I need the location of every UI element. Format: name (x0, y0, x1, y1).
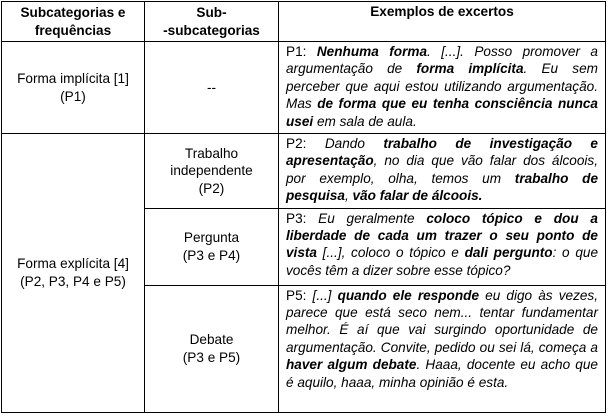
excerpts-table-wrapper (1, 1, 606, 413)
excerpt-emphasis: de forma que eu tenha consciência nunca usei (286, 96, 598, 129)
subcategory-cell (145, 134, 279, 209)
category-participants: (P1) (60, 88, 86, 104)
excerpt-segment: P5: (286, 287, 313, 303)
header-subcategories-frequencies (2, 2, 145, 42)
subcategory-cell (145, 285, 279, 412)
excerpt-cell (279, 134, 606, 209)
subcategory-participants: (P3 e P4) (182, 247, 241, 263)
excerpt-segment: Eu geralmente (318, 210, 427, 226)
excerpt-segment: [...], coloco o tópico e (316, 245, 465, 261)
excerpt-cell (279, 285, 606, 412)
excerpt-emphasis: coloco tópico e dou a liberdade de cada um trazer o seu ponto de vista (286, 210, 598, 261)
subcategory-label-line2: independente (170, 163, 253, 179)
table-row (2, 42, 606, 134)
excerpt-emphasis: trabalho de pesquisa (286, 170, 599, 204)
subcategory-label-line1: Trabalho (184, 145, 239, 161)
excerpt-emphasis: forma implícita (416, 61, 524, 77)
header-col3-label: Exemplos de excertos (370, 4, 514, 19)
excerpt-text (286, 287, 598, 391)
excerpt-segment: P1: (286, 44, 317, 59)
subcategory-cell (145, 208, 279, 285)
excerpt-segment: [...] (312, 287, 338, 303)
category-participants: (P2, P3, P4 e P5) (20, 273, 126, 289)
excerpt-segment: . Eu sem perceber que aqui estou utilizando argumentação. Mas (286, 61, 598, 112)
category-label: Forma explícita [4] (17, 256, 129, 272)
header-col2-line1: Sub- (196, 5, 227, 21)
excerpt-segment: : o que vocês têm a dizer sobre esse tópico? (286, 245, 598, 278)
excerpt-segment: eu digo às vezes, parece que está seco nem... tentar fundamentar melhor. É aí que vai surgindo oportunidade de argumentação. Convite, pedido ou sei lá, começa a (286, 287, 599, 355)
header-col2-line2: -subcategorias (163, 22, 260, 38)
excerpt-emphasis: haver algum debate (286, 357, 417, 373)
excerpt-segment: Dando (324, 136, 384, 152)
header-excerpt-examples (279, 2, 606, 42)
excerpt-segment: , (344, 188, 353, 204)
header-sub-subcategories (145, 2, 279, 42)
excerpt-segment: em sala de aula. (313, 113, 417, 129)
category-cell (2, 42, 145, 134)
category-cell (2, 134, 145, 413)
subcategory-label: -- (206, 79, 217, 95)
header-col1-line1: Subcategorias e (20, 5, 126, 21)
excerpt-segment: , no dia que vão falar dos álcoois, por exemplo, olha, temos um (286, 153, 598, 186)
excerpt-segment: . [...]. Posso promover a argumentação de (286, 44, 598, 77)
excerpt-emphasis: vão falar de álcoois. (352, 188, 483, 204)
excerpt-emphasis: Nenhuma forma (316, 44, 428, 59)
excerpt-segment: P3: (286, 210, 319, 226)
excerpts-table (1, 1, 606, 413)
subcategory-participants: (P3 e P5) (182, 349, 241, 365)
subcategory-label: Debate (189, 332, 234, 348)
excerpt-text (286, 43, 598, 130)
excerpt-emphasis: quando ele responde (337, 287, 480, 303)
excerpt-cell (279, 42, 606, 134)
table-row (2, 134, 606, 209)
excerpt-cell (279, 208, 606, 285)
excerpt-text (286, 135, 598, 205)
subcategory-participants: (P2) (198, 180, 225, 196)
subcategory-cell (145, 42, 279, 134)
category-label: Forma implícita [1] (17, 71, 129, 87)
header-row (2, 2, 606, 42)
header-col1-line2: frequências (34, 22, 112, 38)
excerpt-text (286, 210, 598, 280)
subcategory-label: Pergunta (183, 230, 240, 246)
excerpt-segment: . Haaa, docente eu acho que é aquilo, haaa, minha opinião é esta. (286, 357, 598, 390)
excerpt-emphasis: dali pergunto (464, 245, 553, 261)
excerpt-segment: P2: (286, 136, 325, 152)
excerpt-emphasis: trabalho de investigação e apresentação (286, 136, 598, 169)
